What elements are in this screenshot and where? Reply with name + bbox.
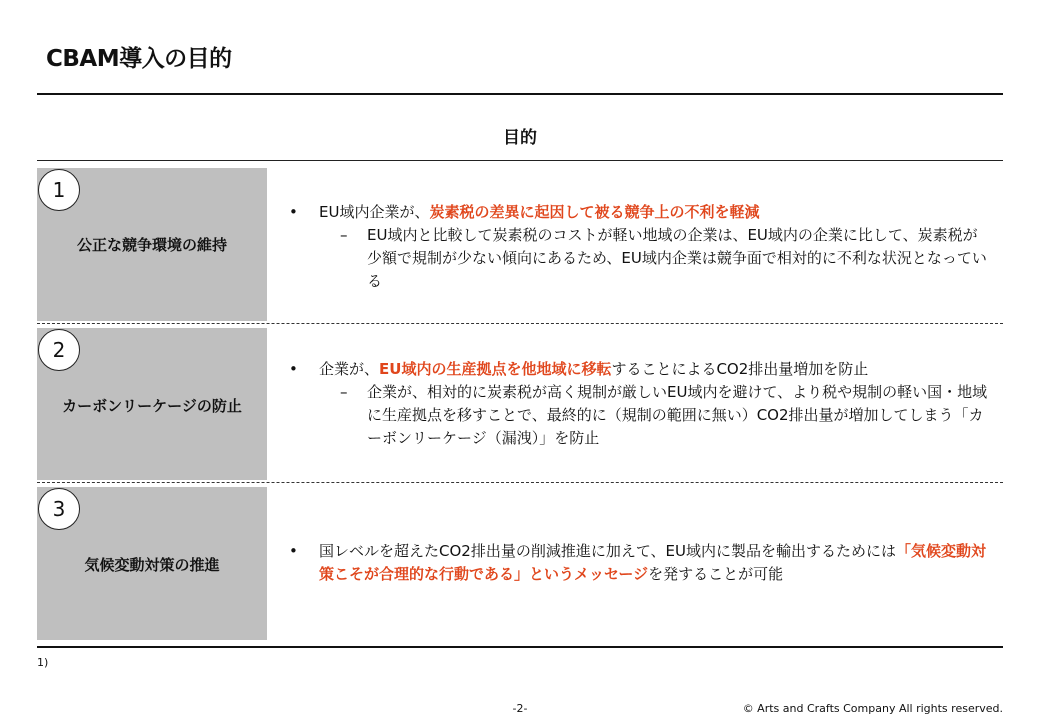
bullet-item xyxy=(287,358,992,381)
purpose-row-2 xyxy=(37,328,1003,480)
row-number-badge: 1 xyxy=(38,169,80,211)
purpose-row-3 xyxy=(37,487,1003,640)
row-content xyxy=(287,540,992,586)
bullet-text: 企業が、 xyxy=(319,360,380,378)
bullet-text-tail: を発することが可能 xyxy=(648,565,784,583)
page-number: -2- xyxy=(512,702,528,715)
row-number-badge: 3 xyxy=(38,488,80,530)
highlight-text: 「気候変動対策こそが合理的な行動である」というメッセージ xyxy=(319,542,986,583)
row-content xyxy=(287,358,992,450)
top-divider xyxy=(37,93,1003,95)
copyright: © Arts and Crafts Company All rights reserved. xyxy=(742,702,1003,715)
bullet-text: 国レベルを超えたCO2排出量の削減推進に加えて、EU域内に製品を輸出するためには xyxy=(319,542,896,560)
row-divider xyxy=(37,323,1003,324)
sub-bullet-item: – 企業が、相対的に炭素税が高く規制が厳しいEU域内を避けて、より税や規制の軽い国・地域に生産拠点を移すことで、最終的に（規制の範囲に無い）CO2排出量が増加してしまう「カーボンリーケージ（漏洩）」を防止 xyxy=(287,381,992,450)
row-divider xyxy=(37,482,1003,483)
page-title: CBAM導入の目的 xyxy=(46,46,232,72)
row-label: 気候変動対策の推進 xyxy=(84,556,220,574)
row-label-panel xyxy=(37,328,267,480)
purpose-row-1 xyxy=(37,168,1003,321)
row-label: 公正な競争環境の維持 xyxy=(76,236,227,254)
bullet-text: EU域内企業が、 xyxy=(319,203,430,221)
row-label-panel xyxy=(37,168,267,321)
highlight-text: EU域内の生産拠点を他地域に移転 xyxy=(379,360,612,378)
highlight-text: 炭素税の差異に起因して被る競争上の不利を軽減 xyxy=(429,203,760,221)
row-label: カーボンリーケージの防止 xyxy=(62,397,242,415)
bullet-item xyxy=(287,540,992,586)
bullet-item xyxy=(287,201,992,224)
row-content xyxy=(287,201,992,293)
row-number-badge: 2 xyxy=(38,329,80,371)
bullet-text-tail: することによるCO2排出量増加を防止 xyxy=(611,360,869,378)
bottom-divider xyxy=(37,646,1003,648)
sub-bullet-item: – EU域内と比較して炭素税のコストが軽い地域の企業は、EU域内の企業に比して、炭素税が少額で規制が少ない傾向にあるため、EU域内企業は競争面で相対的に不利な状況となっている xyxy=(287,224,992,293)
row-label-panel xyxy=(37,487,267,640)
footnote: 1) xyxy=(37,656,49,669)
column-heading: 目的 xyxy=(503,128,537,148)
heading-divider xyxy=(37,160,1003,161)
